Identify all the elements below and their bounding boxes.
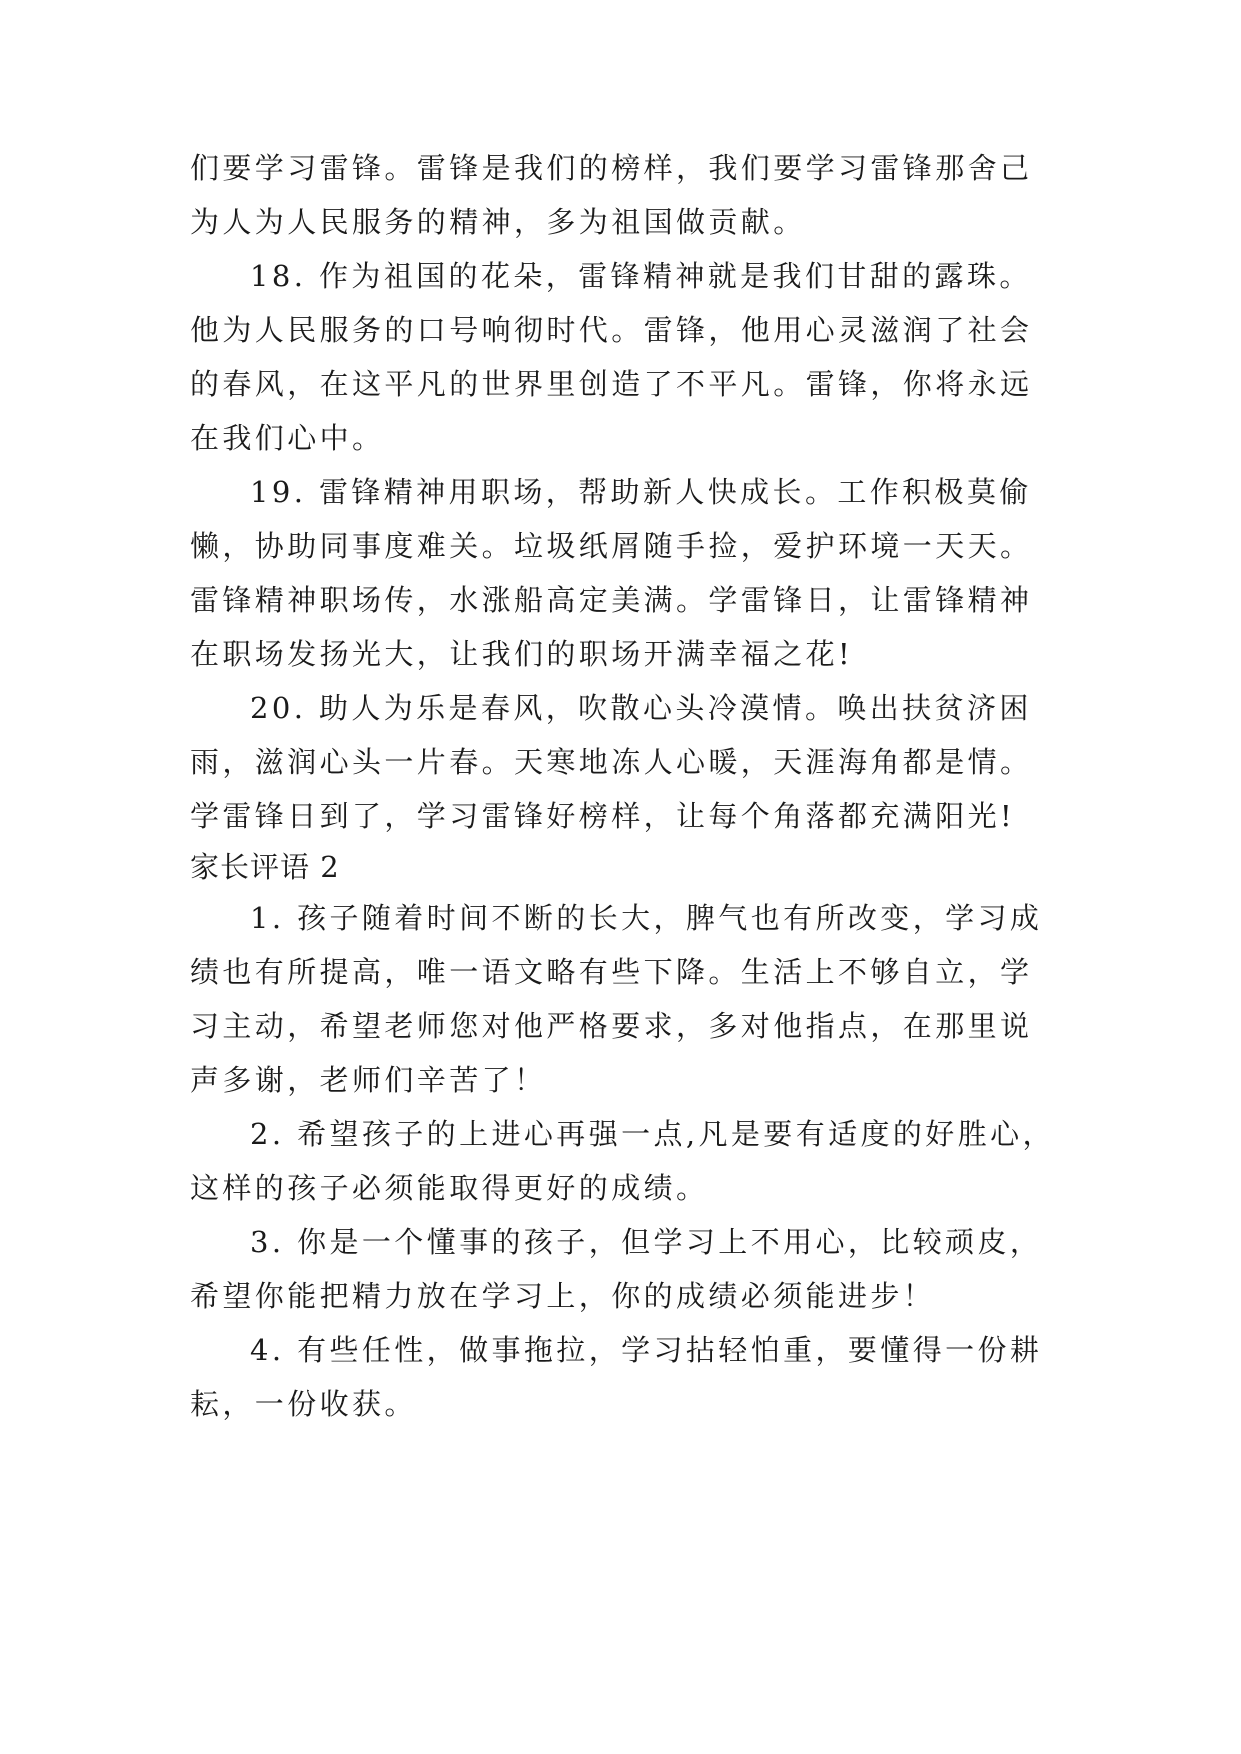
text-line: 懒，协助同事度难关。垃圾纸屑随手捡，爱护环境一天天。 bbox=[190, 529, 1033, 563]
text-line: 耘，一份收获。 bbox=[190, 1387, 417, 1421]
text-line: 他为人民服务的口号响彻时代。雷锋，他用心灵滋润了社会 bbox=[190, 313, 1033, 347]
text-line: 绩也有所提高，唯一语文略有些下降。生活上不够自立，学 bbox=[190, 955, 1033, 989]
comment-3-start: 3. 你是一个懂事的孩子，但学习上不用心，比较顽皮， bbox=[250, 1225, 1043, 1259]
text-line: 为人为人民服务的精神，多为祖国做贡献。 bbox=[190, 205, 806, 239]
comment-4-start: 4. 有些任性，做事拖拉，学习拈轻怕重，要懂得一份耕 bbox=[250, 1333, 1043, 1367]
text-line: 这样的孩子必须能取得更好的成绩。 bbox=[190, 1171, 709, 1205]
paragraph-19-start: 19. 雷锋精神用职场，帮助新人快成长。工作积极莫偷 bbox=[250, 475, 1032, 509]
text-line: 们要学习雷锋。雷锋是我们的榜样，我们要学习雷锋那舍己 bbox=[190, 151, 1033, 185]
paragraph-18-start: 18. 作为祖国的花朵，雷锋精神就是我们甘甜的露珠。 bbox=[250, 259, 1032, 293]
text-line: 在我们心中。 bbox=[190, 421, 385, 455]
text-line: 学雷锋日到了，学习雷锋好榜样，让每个角落都充满阳光! bbox=[190, 799, 1016, 833]
text-line: 在职场发扬光大，让我们的职场开满幸福之花! bbox=[190, 637, 854, 671]
text-line: 声多谢，老师们辛苦了！ bbox=[190, 1063, 547, 1097]
text-line: 习主动，希望老师您对他严格要求，多对他指点，在那里说 bbox=[190, 1009, 1033, 1043]
comment-2-start: 2. 希望孩子的上进心再强一点,凡是要有适度的好胜心， bbox=[250, 1117, 1055, 1151]
text-line: 雨，滋润心头一片春。天寒地冻人心暖，天涯海角都是情。 bbox=[190, 745, 1033, 779]
text-line: 雷锋精神职场传，水涨船高定美满。学雷锋日，让雷锋精神 bbox=[190, 583, 1033, 617]
section-heading: 家长评语 2 bbox=[190, 850, 340, 884]
text-line: 希望你能把精力放在学习上，你的成绩必须能进步！ bbox=[190, 1279, 936, 1313]
text-line: 的春风，在这平凡的世界里创造了不平凡。雷锋，你将永远 bbox=[190, 367, 1033, 401]
paragraph-20-start: 20. 助人为乐是春风，吹散心头冷漠情。唤出扶贫济困 bbox=[250, 691, 1032, 725]
comment-1-start: 1. 孩子随着时间不断的长大，脾气也有所改变，学习成 bbox=[250, 901, 1043, 935]
